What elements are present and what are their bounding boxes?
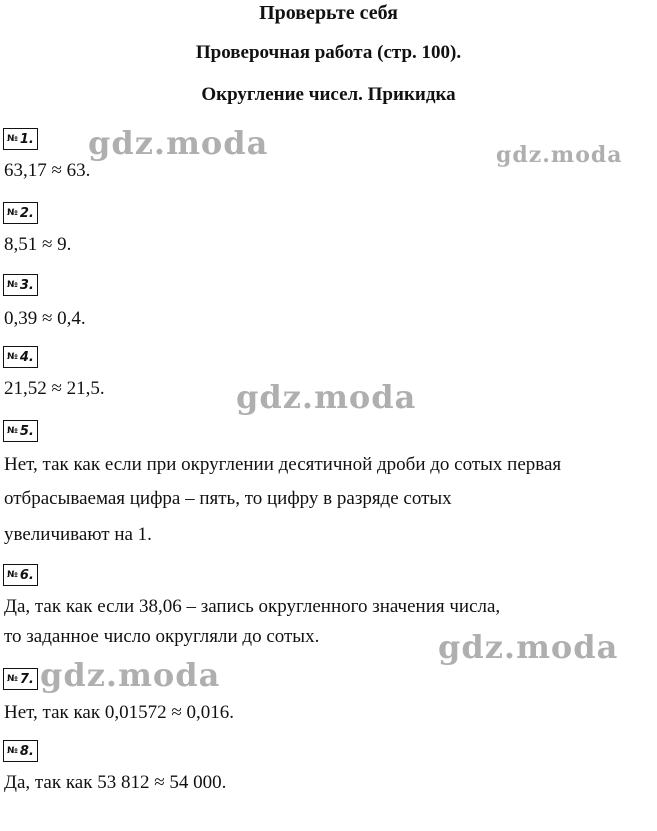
- task-answer-line: то заданное число округляли до сотых.: [4, 626, 320, 647]
- task-number-badge: № 3.: [3, 274, 38, 296]
- task-answer: 8,51 ≈ 9.: [4, 234, 72, 255]
- task-answer-line: отбрасываемая цифра – пять, то цифру в разряде сотых: [4, 488, 452, 509]
- task-number-badge: № 4.: [3, 346, 38, 368]
- watermark: gdz.moda: [438, 628, 619, 666]
- task-number-badge: № 2.: [3, 202, 38, 224]
- watermark: gdz.moda: [40, 656, 221, 694]
- task-answer: Нет, так как 0,01572 ≈ 0,016.: [4, 702, 235, 723]
- watermark: gdz.moda: [496, 142, 623, 168]
- task-number-badge: № 1.: [3, 128, 38, 150]
- watermark: gdz.moda: [88, 124, 269, 162]
- task-number-badge: № 5.: [3, 420, 38, 442]
- task-number-badge: № 6.: [3, 564, 38, 586]
- task-answer: 63,17 ≈ 63.: [4, 160, 91, 181]
- page-title: Проверьте себя: [259, 2, 398, 24]
- task-answer-line: Нет, так как если при округлении десятичной дроби до сотых первая: [4, 454, 562, 475]
- task-answer: 0,39 ≈ 0,4.: [4, 308, 86, 329]
- watermark: gdz.moda: [236, 378, 417, 416]
- task-number-badge: № 7.: [3, 668, 38, 690]
- page-topic: Округление чисел. Прикидка: [201, 84, 456, 105]
- task-answer: Да, так как 53 812 ≈ 54 000.: [4, 772, 227, 793]
- task-number-badge: № 8.: [3, 740, 38, 762]
- task-answer: 21,52 ≈ 21,5.: [4, 378, 105, 399]
- task-answer-line: Да, так как если 38,06 – запись округленного значения числа,: [4, 596, 501, 617]
- task-answer-line: увеличивают на 1.: [4, 524, 152, 545]
- page-subtitle: Проверочная работа (стр. 100).: [195, 42, 462, 63]
